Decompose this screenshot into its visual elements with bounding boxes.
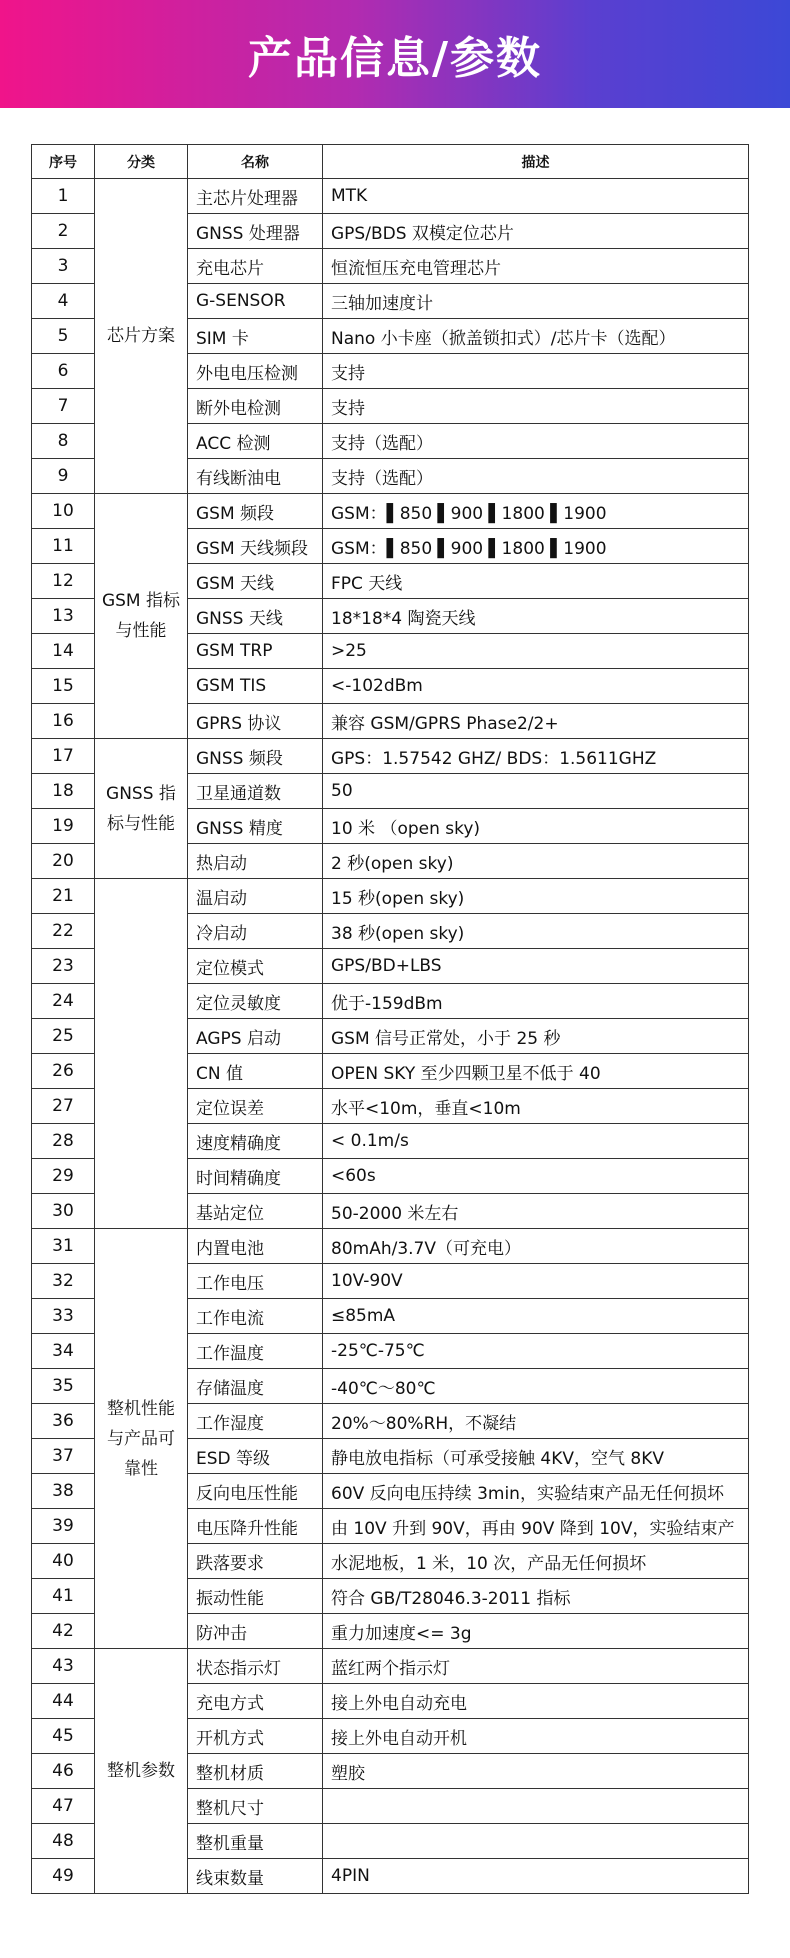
row-number: 15 bbox=[32, 669, 95, 704]
spec-table-container bbox=[31, 144, 748, 1894]
param-desc: 50 bbox=[323, 774, 749, 809]
row-number: 1 bbox=[32, 179, 95, 214]
param-desc: 水泥地板，1 米，10 次，产品无任何损坏 bbox=[323, 1544, 749, 1579]
param-name: 热启动 bbox=[188, 844, 323, 879]
row-number: 38 bbox=[32, 1474, 95, 1509]
header-desc: 描述 bbox=[323, 145, 749, 179]
param-desc: 60V 反向电压持续 3min，实验结束产品无任何损坏 bbox=[323, 1474, 749, 1509]
param-name: 线束数量 bbox=[188, 1859, 323, 1894]
param-name: 工作湿度 bbox=[188, 1404, 323, 1439]
param-desc: MTK bbox=[323, 179, 749, 214]
param-name: 有线断油电 bbox=[188, 459, 323, 494]
param-name: SIM 卡 bbox=[188, 319, 323, 354]
param-name: 冷启动 bbox=[188, 914, 323, 949]
category-cell: 整机参数 bbox=[95, 1649, 188, 1894]
param-name: 整机材质 bbox=[188, 1754, 323, 1789]
row-number: 39 bbox=[32, 1509, 95, 1544]
table-row bbox=[32, 739, 749, 774]
param-name: GNSS 频段 bbox=[188, 739, 323, 774]
param-desc: GSM：▌850 ▌900 ▌1800 ▌1900 bbox=[323, 494, 749, 529]
row-number: 21 bbox=[32, 879, 95, 914]
param-desc: 支持 bbox=[323, 354, 749, 389]
param-name: 整机尺寸 bbox=[188, 1789, 323, 1824]
row-number: 27 bbox=[32, 1089, 95, 1124]
param-name: 充电方式 bbox=[188, 1684, 323, 1719]
param-name: 温启动 bbox=[188, 879, 323, 914]
row-number: 29 bbox=[32, 1159, 95, 1194]
param-name: 工作电压 bbox=[188, 1264, 323, 1299]
row-number: 13 bbox=[32, 599, 95, 634]
param-desc: GPS/BDS 双模定位芯片 bbox=[323, 214, 749, 249]
param-desc: 由 10V 升到 90V，再由 90V 降到 10V，实验结束产 bbox=[323, 1509, 749, 1544]
row-number: 24 bbox=[32, 984, 95, 1019]
param-name: 卫星通道数 bbox=[188, 774, 323, 809]
param-name: GSM TRP bbox=[188, 634, 323, 669]
table-row bbox=[32, 494, 749, 529]
table-row bbox=[32, 879, 749, 914]
param-desc: <-102dBm bbox=[323, 669, 749, 704]
param-desc: 支持（选配） bbox=[323, 424, 749, 459]
param-name: 主芯片处理器 bbox=[188, 179, 323, 214]
row-number: 6 bbox=[32, 354, 95, 389]
param-name: 定位误差 bbox=[188, 1089, 323, 1124]
param-desc: GPS：1.57542 GHZ/ BDS：1.5611GHZ bbox=[323, 739, 749, 774]
param-desc: < 0.1m/s bbox=[323, 1124, 749, 1159]
row-number: 3 bbox=[32, 249, 95, 284]
param-name: 防冲击 bbox=[188, 1614, 323, 1649]
param-name: CN 值 bbox=[188, 1054, 323, 1089]
category-cell: 整机性能与产品可靠性 bbox=[95, 1229, 188, 1649]
row-number: 44 bbox=[32, 1684, 95, 1719]
row-number: 36 bbox=[32, 1404, 95, 1439]
param-desc: GPS/BD+LBS bbox=[323, 949, 749, 984]
table-row bbox=[32, 179, 749, 214]
param-desc: 接上外电自动开机 bbox=[323, 1719, 749, 1754]
row-number: 10 bbox=[32, 494, 95, 529]
row-number: 31 bbox=[32, 1229, 95, 1264]
param-name: 基站定位 bbox=[188, 1194, 323, 1229]
row-number: 8 bbox=[32, 424, 95, 459]
param-name: GNSS 处理器 bbox=[188, 214, 323, 249]
header-name: 名称 bbox=[188, 145, 323, 179]
param-desc: -25℃-75℃ bbox=[323, 1334, 749, 1369]
row-number: 19 bbox=[32, 809, 95, 844]
param-desc: GSM 信号正常处，小于 25 秒 bbox=[323, 1019, 749, 1054]
row-number: 20 bbox=[32, 844, 95, 879]
param-desc: 15 秒(open sky) bbox=[323, 879, 749, 914]
param-desc: -40℃～80℃ bbox=[323, 1369, 749, 1404]
row-number: 49 bbox=[32, 1859, 95, 1894]
param-desc: <60s bbox=[323, 1159, 749, 1194]
param-desc: 20%～80%RH，不凝结 bbox=[323, 1404, 749, 1439]
param-desc: 80mAh/3.7V（可充电） bbox=[323, 1229, 749, 1264]
param-name: 工作温度 bbox=[188, 1334, 323, 1369]
row-number: 45 bbox=[32, 1719, 95, 1754]
row-number: 16 bbox=[32, 704, 95, 739]
row-number: 37 bbox=[32, 1439, 95, 1474]
param-desc: 38 秒(open sky) bbox=[323, 914, 749, 949]
page-title: 产品信息/参数 bbox=[247, 33, 543, 84]
param-desc: 50-2000 米左右 bbox=[323, 1194, 749, 1229]
row-number: 7 bbox=[32, 389, 95, 424]
param-desc: >25 bbox=[323, 634, 749, 669]
row-number: 18 bbox=[32, 774, 95, 809]
param-name: GSM 频段 bbox=[188, 494, 323, 529]
row-number: 47 bbox=[32, 1789, 95, 1824]
param-desc: GSM：▌850 ▌900 ▌1800 ▌1900 bbox=[323, 529, 749, 564]
row-number: 33 bbox=[32, 1299, 95, 1334]
header-no: 序号 bbox=[32, 145, 95, 179]
table-header-row bbox=[32, 145, 749, 179]
param-name: GSM 天线频段 bbox=[188, 529, 323, 564]
row-number: 46 bbox=[32, 1754, 95, 1789]
param-desc: 水平<10m，垂直<10m bbox=[323, 1089, 749, 1124]
row-number: 41 bbox=[32, 1579, 95, 1614]
param-name: 工作电流 bbox=[188, 1299, 323, 1334]
table-row bbox=[32, 1649, 749, 1684]
param-name: ACC 检测 bbox=[188, 424, 323, 459]
row-number: 35 bbox=[32, 1369, 95, 1404]
row-number: 17 bbox=[32, 739, 95, 774]
param-name: 状态指示灯 bbox=[188, 1649, 323, 1684]
param-desc: 支持（选配） bbox=[323, 459, 749, 494]
param-desc: 18*18*4 陶瓷天线 bbox=[323, 599, 749, 634]
page-banner bbox=[0, 0, 790, 108]
category-cell: GNSS 指标与性能 bbox=[95, 739, 188, 879]
param-name: 开机方式 bbox=[188, 1719, 323, 1754]
param-desc: 静电放电指标（可承受接触 4KV，空气 8KV bbox=[323, 1439, 749, 1474]
row-number: 22 bbox=[32, 914, 95, 949]
param-name: 定位灵敏度 bbox=[188, 984, 323, 1019]
param-name: GNSS 精度 bbox=[188, 809, 323, 844]
param-desc: 支持 bbox=[323, 389, 749, 424]
param-desc: 优于-159dBm bbox=[323, 984, 749, 1019]
param-name: 反向电压性能 bbox=[188, 1474, 323, 1509]
row-number: 48 bbox=[32, 1824, 95, 1859]
row-number: 4 bbox=[32, 284, 95, 319]
row-number: 30 bbox=[32, 1194, 95, 1229]
row-number: 40 bbox=[32, 1544, 95, 1579]
param-name: ESD 等级 bbox=[188, 1439, 323, 1474]
row-number: 2 bbox=[32, 214, 95, 249]
param-desc: 符合 GB/T28046.3-2011 指标 bbox=[323, 1579, 749, 1614]
table-row bbox=[32, 1229, 749, 1264]
row-number: 12 bbox=[32, 564, 95, 599]
param-desc: OPEN SKY 至少四颗卫星不低于 40 bbox=[323, 1054, 749, 1089]
header-category: 分类 bbox=[95, 145, 188, 179]
param-desc: 重力加速度<= 3g bbox=[323, 1614, 749, 1649]
param-name: 断外电检测 bbox=[188, 389, 323, 424]
param-name: GNSS 天线 bbox=[188, 599, 323, 634]
param-desc: 2 秒(open sky) bbox=[323, 844, 749, 879]
row-number: 9 bbox=[32, 459, 95, 494]
row-number: 43 bbox=[32, 1649, 95, 1684]
param-name: 时间精确度 bbox=[188, 1159, 323, 1194]
param-desc bbox=[323, 1824, 749, 1859]
param-name: 电压降升性能 bbox=[188, 1509, 323, 1544]
param-desc bbox=[323, 1789, 749, 1824]
param-name: 充电芯片 bbox=[188, 249, 323, 284]
param-name: 振动性能 bbox=[188, 1579, 323, 1614]
param-desc: 蓝红两个指示灯 bbox=[323, 1649, 749, 1684]
row-number: 23 bbox=[32, 949, 95, 984]
row-number: 28 bbox=[32, 1124, 95, 1159]
param-name: GSM TIS bbox=[188, 669, 323, 704]
row-number: 25 bbox=[32, 1019, 95, 1054]
param-desc: 三轴加速度计 bbox=[323, 284, 749, 319]
category-cell bbox=[95, 879, 188, 1229]
param-desc: Nano 小卡座（掀盖锁扣式）/芯片卡（选配） bbox=[323, 319, 749, 354]
table-body bbox=[32, 179, 749, 1894]
param-name: AGPS 启动 bbox=[188, 1019, 323, 1054]
row-number: 42 bbox=[32, 1614, 95, 1649]
param-name: 内置电池 bbox=[188, 1229, 323, 1264]
row-number: 5 bbox=[32, 319, 95, 354]
row-number: 34 bbox=[32, 1334, 95, 1369]
param-name: 外电电压检测 bbox=[188, 354, 323, 389]
param-name: 跌落要求 bbox=[188, 1544, 323, 1579]
category-cell: 芯片方案 bbox=[95, 179, 188, 494]
param-name: 整机重量 bbox=[188, 1824, 323, 1859]
param-desc: 塑胶 bbox=[323, 1754, 749, 1789]
param-name: GPRS 协议 bbox=[188, 704, 323, 739]
param-name: G-SENSOR bbox=[188, 284, 323, 319]
param-desc: FPC 天线 bbox=[323, 564, 749, 599]
param-desc: ≤85mA bbox=[323, 1299, 749, 1334]
row-number: 14 bbox=[32, 634, 95, 669]
param-desc: 兼容 GSM/GPRS Phase2/2+ bbox=[323, 704, 749, 739]
param-desc: 接上外电自动充电 bbox=[323, 1684, 749, 1719]
param-name: 定位模式 bbox=[188, 949, 323, 984]
row-number: 32 bbox=[32, 1264, 95, 1299]
param-desc: 10 米 （open sky) bbox=[323, 809, 749, 844]
category-cell: GSM 指标与性能 bbox=[95, 494, 188, 739]
row-number: 11 bbox=[32, 529, 95, 564]
param-desc: 4PIN bbox=[323, 1859, 749, 1894]
row-number: 26 bbox=[32, 1054, 95, 1089]
param-desc: 恒流恒压充电管理芯片 bbox=[323, 249, 749, 284]
param-name: GSM 天线 bbox=[188, 564, 323, 599]
param-name: 存储温度 bbox=[188, 1369, 323, 1404]
param-desc: 10V-90V bbox=[323, 1264, 749, 1299]
param-name: 速度精确度 bbox=[188, 1124, 323, 1159]
spec-table bbox=[31, 144, 749, 1894]
